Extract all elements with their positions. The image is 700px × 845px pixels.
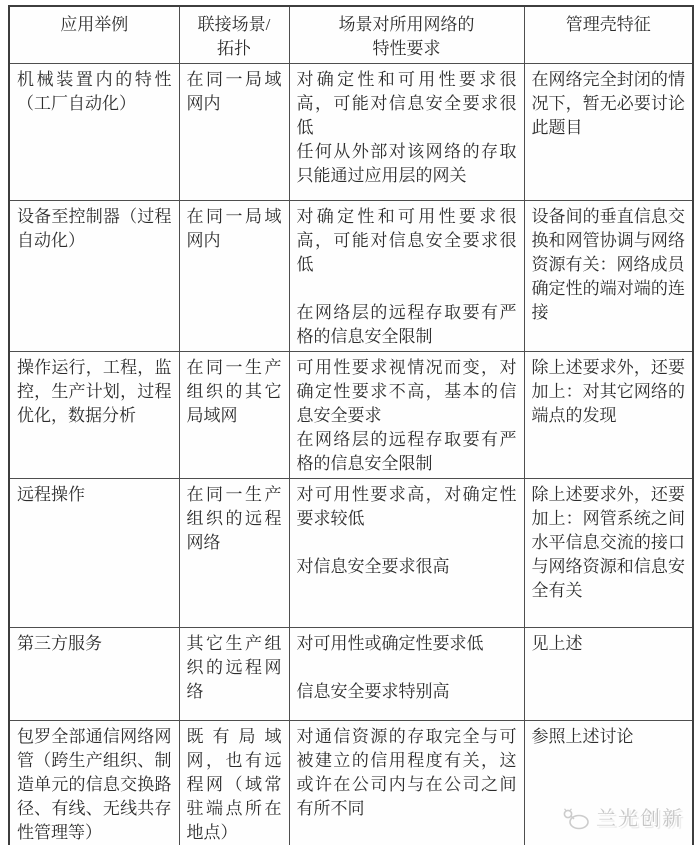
- cell-application: [9, 201, 179, 352]
- cell-text: 在网络层的远程存取要有严格的信息安全限制: [296, 430, 517, 473]
- cell-text: 其它生产组织的远程网络: [186, 634, 282, 701]
- cell-text: 在网络层的远程存取要有严格的信息安全限制: [296, 303, 517, 346]
- cell-requirements: [289, 352, 524, 479]
- cell-topology: [179, 352, 289, 479]
- cell-text: 对确定性和可用性要求很高，可能对信息安全要求很低: [296, 70, 517, 137]
- cell-topology: [179, 64, 289, 201]
- header-management-shell: [524, 6, 693, 64]
- cell-requirements: [289, 628, 524, 721]
- cell-text: 机械装置内的特性（工厂自动化）: [17, 70, 172, 113]
- cell-application: [9, 479, 179, 628]
- cell-text: 在同一生产组织的远程网络: [186, 485, 282, 552]
- header-requirements: [289, 6, 524, 64]
- cell-application: [9, 352, 179, 479]
- header-line: 特性要求: [372, 39, 441, 58]
- cell-text: 在网络完全封闭的情况下，暂无必要讨论此题目: [531, 70, 685, 137]
- cell-text: 对可用性或确定性要求低: [296, 634, 484, 653]
- header-line: 应用举例: [60, 15, 129, 34]
- cell-text: 对可用性要求高，对确定性要求较低: [296, 485, 517, 528]
- cell-text: 除上述要求外，还要加上：对其它网络的端点的发现: [531, 358, 685, 425]
- cell-management: [524, 64, 693, 201]
- cell-text: 包罗全部通信网络网管（跨生产组织、制造单元的信息交换路径、有线、无线共存性管理等）: [17, 727, 172, 842]
- header-line: 场景对所用网络的: [338, 15, 475, 34]
- cell-text: 设备间的垂直信息交换和网管协调与网络资源有关：网络成员: [531, 207, 685, 274]
- header-line: 管理壳特征: [565, 15, 651, 34]
- table-row: [9, 479, 693, 628]
- cell-topology: [179, 721, 289, 845]
- header-line: 联接场景/: [197, 15, 271, 34]
- table-row: [9, 352, 693, 479]
- watermark-label: 兰光创新: [596, 808, 684, 830]
- cell-management: [524, 201, 693, 352]
- cell-application: [9, 64, 179, 201]
- table-header-row: [9, 6, 693, 64]
- cell-text: 在同一生产组织的其它局域网: [186, 358, 282, 425]
- header-line: 拓扑: [217, 39, 251, 58]
- cell-requirements: [289, 721, 524, 845]
- cell-text: 信息安全要求特别高: [296, 682, 450, 701]
- cell-text: 确定性的端对端的连接: [531, 279, 685, 322]
- cell-management: [524, 721, 693, 845]
- cell-text: 设备至控制器（过程自动化）: [17, 207, 172, 250]
- cell-text: 操作运行，工程，监控，生产计划，过程优化，数据分析: [17, 358, 172, 425]
- table-row: [9, 201, 693, 352]
- cell-management: [524, 352, 693, 479]
- cell-text: 远程操作: [17, 485, 85, 504]
- header-topology: [179, 6, 289, 64]
- cell-text: 参照上述讨论: [531, 727, 634, 746]
- cell-text: 在同一局域网内: [186, 70, 282, 113]
- table-row: [9, 628, 693, 721]
- cell-text: 对信息安全要求很高: [296, 557, 450, 576]
- cell-text: 见上述: [531, 634, 583, 653]
- watermark: [562, 807, 684, 831]
- cell-text: 在同一局域网内: [186, 207, 282, 250]
- cell-text: 任何从外部对该网络的存取只能通过应用层的网关: [296, 142, 517, 185]
- cell-application: [9, 721, 179, 845]
- cell-management: [524, 479, 693, 628]
- cell-requirements: [289, 64, 524, 201]
- header-application: [9, 6, 179, 64]
- cell-text: 既有局域网，也有远程网（域常驻端点所在地点）: [186, 727, 282, 842]
- cell-topology: [179, 479, 289, 628]
- cell-topology: [179, 201, 289, 352]
- cell-text: 可用性要求视情况而变，对确定性要求不高，基本的信息安全要求: [296, 358, 517, 425]
- cell-requirements: [289, 201, 524, 352]
- cell-text: 对通信资源的存取完全与可被建立的信用程度有关，这或许在公司内与在公司之间有所不同: [296, 727, 517, 818]
- cell-management: [524, 628, 693, 721]
- network-requirements-table: [8, 5, 694, 845]
- cell-application: [9, 628, 179, 721]
- cell-topology: [179, 628, 289, 721]
- cell-text: 对确定性和可用性要求很高，可能对信息安全要求很低: [296, 207, 517, 274]
- table-row: [9, 721, 693, 845]
- cell-text: 第三方服务: [17, 634, 102, 653]
- languang-snail-logo-icon: [562, 808, 592, 830]
- table-row: [9, 64, 693, 201]
- cell-requirements: [289, 479, 524, 628]
- cell-text: 除上述要求外，还要加上：网管系统之间水平信息交流的接口与网络资源和信息安全有关: [531, 485, 685, 600]
